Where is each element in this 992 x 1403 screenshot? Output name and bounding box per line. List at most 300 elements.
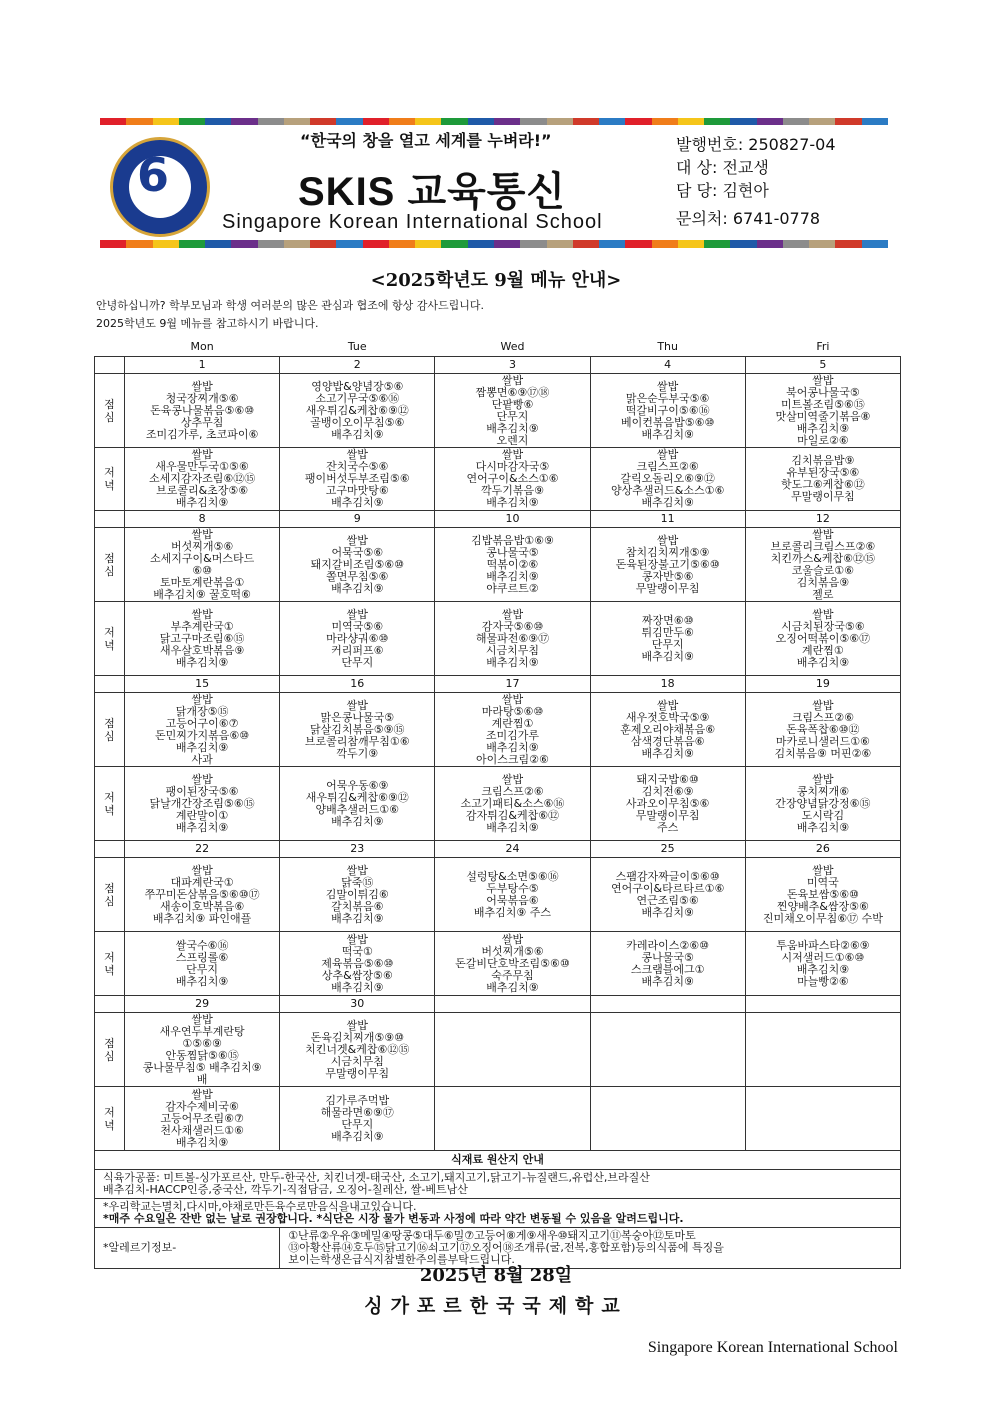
date-cell bbox=[435, 996, 590, 1013]
note-line: *매주 수요일은 잔반 없는 날로 권장합니다. *식단은 시장 물가 변동과 사정에 따라 약간 변동될 수 있음을 알려드립니다. bbox=[103, 1212, 684, 1225]
menu-item: 해물라면⑥⑨⑰ bbox=[320, 1105, 394, 1119]
menu-item: 배추김치⑨ bbox=[331, 911, 384, 925]
color-bar-bottom bbox=[100, 240, 888, 248]
menu-cell bbox=[745, 1087, 900, 1151]
dinner-label bbox=[95, 1087, 125, 1151]
menu-item: 닭개장⑤⑮ bbox=[175, 704, 229, 718]
menu-item: 배추김치⑨ bbox=[486, 655, 539, 669]
color-segment bbox=[126, 118, 152, 125]
menu-item: 시금치무침 bbox=[485, 643, 540, 657]
menu-cell bbox=[125, 693, 280, 767]
menu-item: 치킨까스&케찹⑥⑫⑮ bbox=[770, 551, 875, 565]
origin-info bbox=[95, 1170, 901, 1199]
menu-item: 닭고구마조림⑥⑮ bbox=[159, 631, 245, 645]
menu-item: 천사채샐러드①⑥ bbox=[160, 1123, 244, 1137]
meal-label-text: 점심 bbox=[104, 1036, 115, 1063]
menu-item: 영양밥&양념장⑤⑥ bbox=[311, 379, 404, 393]
menu-item: 짜장면⑥⑩ bbox=[641, 613, 694, 627]
menu-item: 북어콩나물국⑤ bbox=[786, 385, 860, 399]
date-cell: 8 bbox=[125, 511, 280, 528]
menu-cell bbox=[435, 767, 590, 841]
menu-cell bbox=[280, 1087, 435, 1151]
menu-item: 골뱅이오이무침⑤⑥ bbox=[310, 415, 405, 429]
meal-label-text: 점심 bbox=[104, 881, 115, 908]
color-segment bbox=[179, 240, 205, 248]
menu-item: 쌀밥 bbox=[501, 692, 524, 706]
color-segment bbox=[625, 118, 651, 125]
color-segment bbox=[179, 118, 205, 125]
menu-item: 무말랭이무침 bbox=[325, 1066, 390, 1080]
menu-cell bbox=[280, 1013, 435, 1087]
day-header: Wed bbox=[500, 340, 525, 353]
menu-item: 팽이버섯두부조림⑤⑥ bbox=[304, 472, 410, 485]
menu-item: 돼지갈비조림⑤⑥⑩ bbox=[310, 557, 404, 571]
color-segment bbox=[231, 118, 257, 125]
menu-item: 배추김치⑨ bbox=[641, 649, 694, 663]
menu-item: 어묵우동⑥⑨ bbox=[326, 778, 389, 792]
lunch-label bbox=[95, 528, 125, 602]
menu-item: 부추계란국① bbox=[170, 619, 234, 633]
menu-item: 유부된장국⑤⑥ bbox=[786, 466, 860, 479]
date-cell: 5 bbox=[745, 357, 900, 374]
lunch-label bbox=[95, 693, 125, 767]
date-cell: 9 bbox=[280, 511, 435, 528]
menu-cell bbox=[280, 767, 435, 841]
menu-cell bbox=[280, 528, 435, 602]
menu-item: 진미채오이무침⑥⑰ 수박 bbox=[762, 911, 883, 925]
date-row bbox=[95, 996, 901, 1013]
menu-item: 오징어떡볶이⑤⑥⑰ bbox=[775, 631, 871, 645]
color-segment bbox=[468, 118, 494, 125]
color-segment bbox=[520, 118, 546, 125]
color-segment bbox=[547, 118, 573, 125]
menu-item: 배추김치⑨ bbox=[175, 820, 229, 834]
menu-cell bbox=[435, 932, 590, 996]
menu-item: 쫄면무침⑤⑥ bbox=[326, 569, 389, 583]
menu-item: 크림스프②⑥ bbox=[791, 710, 854, 724]
menu-item: 단팥빵⑥ bbox=[491, 397, 534, 411]
color-segment bbox=[231, 240, 257, 248]
origin-line: 배추김치-HACCP인증,중국산, 깍두기-직접담금, 오징어-칠레산, 쌀-베트남산 bbox=[103, 1183, 468, 1196]
menu-item: 배추김치⑨ bbox=[641, 974, 694, 988]
menu-item: 어묵볶음⑥ bbox=[486, 893, 539, 907]
phone: 문의처: 6741-0778 bbox=[676, 209, 821, 228]
menu-item: 콩자반⑤⑥ bbox=[641, 569, 694, 583]
menu-item: 배추김치⑨ bbox=[641, 746, 694, 760]
menu-item: 떡볶이②⑥ bbox=[486, 557, 539, 571]
menu-item: 감자국⑤⑥⑩ bbox=[481, 619, 544, 633]
menu-cell bbox=[745, 693, 900, 767]
menu-item: 배추김치⑨ bbox=[331, 1129, 384, 1143]
date-row bbox=[95, 676, 901, 693]
menu-item: 단무지 bbox=[651, 637, 684, 651]
menu-item: 쌀밥 bbox=[346, 607, 368, 621]
lunch-label bbox=[95, 374, 125, 448]
menu-item: 간장양념닭강정⑥⑮ bbox=[775, 796, 871, 810]
origin-line: 식육가공품: 미트볼-싱가포르산, 만두-한국산, 치킨너겟-태국산, 소고기,돼지고기,닭고기-뉴질랜드,유럽산,브라질산 bbox=[103, 1171, 650, 1184]
menu-item: 쌀밥 bbox=[346, 1018, 368, 1032]
menu-item: 미트볼조림⑤⑥⑮ bbox=[780, 397, 865, 411]
menu-item: 단무지 bbox=[186, 962, 219, 976]
menu-cell bbox=[590, 448, 745, 511]
menu-item: 쌀밥 bbox=[191, 527, 213, 541]
menu-cell bbox=[435, 448, 590, 511]
menu-item: 쌀밥 bbox=[191, 1012, 213, 1026]
menu-item: 배 bbox=[196, 1072, 208, 1086]
menu-item: 마카로니샐러드①⑥ bbox=[775, 734, 870, 748]
meal-label-text: 점심 bbox=[104, 551, 115, 578]
lunch-label bbox=[95, 858, 125, 932]
menu-item: 배추김치⑨ bbox=[175, 974, 229, 988]
menu-item: 닭죽⑮ bbox=[341, 875, 374, 889]
menu-item: 팽이된장국⑤⑥ bbox=[165, 784, 239, 798]
menu-item: 무말랭이무침 bbox=[635, 581, 700, 595]
day-header: Fri bbox=[816, 340, 830, 353]
color-segment bbox=[809, 240, 835, 248]
menu-cell bbox=[745, 767, 900, 841]
menu-item: 콩나물국⑤ bbox=[486, 545, 539, 559]
meal-label-text: 저녁 bbox=[104, 625, 115, 652]
publish-date: 2025년 8월 28일 bbox=[419, 1265, 573, 1286]
date-cell bbox=[590, 996, 745, 1013]
menu-item: 마라탕⑤⑥⑩ bbox=[481, 704, 544, 718]
menu-item: 배추김치⑨ bbox=[486, 421, 539, 435]
menu-item: 계란찜① bbox=[491, 716, 534, 730]
menu-item: 무말랭이무침 bbox=[790, 490, 855, 503]
color-segment bbox=[494, 118, 520, 125]
color-segment bbox=[363, 118, 389, 125]
menu-item: 배추김치⑨ 파인애플 bbox=[152, 911, 252, 925]
color-segment bbox=[783, 240, 809, 248]
menu-item: 김말이튀김⑥ bbox=[325, 887, 389, 901]
menu-cell bbox=[590, 602, 745, 676]
menu-item: 사과 bbox=[191, 752, 213, 766]
menu-item: 연근조림⑤⑥ bbox=[636, 893, 699, 907]
color-segment bbox=[652, 118, 678, 125]
menu-item: 브로콜리참깨무침①⑥ bbox=[304, 734, 410, 748]
menu-cell bbox=[125, 1013, 280, 1087]
menu-item: 계란말이① bbox=[175, 808, 229, 822]
menu-item: 쌀밥 bbox=[657, 379, 679, 393]
origin-title: 식재료 원산지 안내 bbox=[95, 1151, 901, 1170]
menu-item: 쌀밥 bbox=[812, 373, 834, 387]
menu-cell bbox=[590, 1013, 745, 1087]
menu-item: 김가루주먹밥 bbox=[325, 1093, 390, 1107]
menu-item: 계란찜① bbox=[802, 643, 844, 657]
menu-cell bbox=[125, 767, 280, 841]
menu-item: 베이컨볶음밥⑤⑥⑩ bbox=[620, 415, 715, 429]
date-cell: 12 bbox=[745, 511, 900, 528]
menu-item: 미역국 bbox=[806, 875, 839, 889]
menu-item: 잔치국수⑤⑥ bbox=[326, 460, 389, 473]
color-segment bbox=[284, 240, 310, 248]
menu-cell bbox=[435, 1087, 590, 1151]
meal-label-text: 점심 bbox=[104, 716, 115, 743]
menu-item: 청국장찌개⑤⑥ bbox=[165, 391, 239, 405]
motto: “한국의 창을 열고 세계를 누벼라!” bbox=[300, 131, 552, 150]
lunch-row bbox=[95, 858, 901, 932]
menu-item: 돈갈비단호박조림⑤⑥⑩ bbox=[455, 956, 570, 970]
menu-cell bbox=[280, 932, 435, 996]
menu-cell bbox=[435, 602, 590, 676]
menu-item: 쌀밥 bbox=[191, 607, 213, 621]
color-segment bbox=[468, 240, 494, 248]
menu-item: 감자수제비국⑥ bbox=[165, 1099, 239, 1113]
menu-item: 쌀밥 bbox=[501, 932, 524, 946]
color-segment bbox=[258, 118, 284, 125]
menu-item: 깍두기볶음⑨ bbox=[480, 484, 544, 497]
menu-item: 시저샐러드①⑥⑩ bbox=[781, 950, 865, 964]
color-segment bbox=[862, 240, 888, 248]
menu-item: 훈제오리야채볶음⑥ bbox=[620, 722, 716, 736]
note-line: *우리학교는멸치,다시마,야채로만든육수로만음식을내고있습니다. bbox=[103, 1200, 417, 1213]
menu-item: 쌀밥 bbox=[191, 448, 213, 461]
menu-item: 소세지감자조림⑥⑫⑮ bbox=[148, 472, 256, 485]
menu-item: 김밥볶음밥①⑥⑨ bbox=[471, 533, 554, 547]
menu-item: 크림스프②⑥ bbox=[636, 460, 699, 473]
menu-item: 미역국⑤⑥ bbox=[331, 619, 384, 633]
menu-cell bbox=[590, 767, 745, 841]
menu-item: 새우물만두국①⑤⑥ bbox=[155, 460, 249, 473]
menu-item: 쌀밥 bbox=[501, 373, 524, 387]
menu-cell bbox=[435, 1013, 590, 1087]
menu-item: 새우젓호박국⑤⑨ bbox=[625, 710, 710, 724]
menu-cell bbox=[590, 374, 745, 448]
menu-item: 양배추샐러드①⑥ bbox=[315, 802, 400, 816]
menu-item: 갈치볶음⑥ bbox=[331, 899, 384, 913]
color-segment bbox=[441, 240, 467, 248]
menu-item: 삼색경단볶음⑥ bbox=[630, 734, 705, 748]
lunch-row bbox=[95, 528, 901, 602]
color-segment bbox=[704, 240, 730, 248]
menu-item: 새우튀김&케찹⑥⑨⑫ bbox=[305, 790, 409, 804]
menu-item: 제육볶음⑤⑥⑩ bbox=[321, 956, 394, 970]
day-header: Mon bbox=[190, 340, 214, 353]
menu-item: 마라샹궈⑥⑩ bbox=[326, 631, 389, 645]
menu-item: 배추김치⑨ bbox=[796, 655, 850, 669]
menu-item: 배추김치⑨ bbox=[796, 962, 850, 976]
color-segment bbox=[336, 118, 362, 125]
color-segment bbox=[757, 240, 783, 248]
date-cell: 17 bbox=[435, 676, 590, 693]
menu-cell bbox=[745, 1013, 900, 1087]
day-header: Thu bbox=[657, 340, 678, 353]
color-segment bbox=[389, 240, 415, 248]
menu-cell bbox=[590, 932, 745, 996]
color-segment bbox=[862, 118, 888, 125]
menu-item: 다시마감자국⑤ bbox=[475, 460, 550, 473]
menu-item: 쌀밥 bbox=[346, 448, 368, 461]
color-segment bbox=[126, 240, 152, 248]
menu-item: 소세지구이&머스타드 bbox=[149, 551, 255, 565]
allergy-line: 보이는학생은급식지참별한주의를부탁드립니다. bbox=[288, 1253, 515, 1266]
menu-item: 쌀밥 bbox=[191, 692, 213, 706]
newsletter-title: SKIS 교육통신 bbox=[298, 170, 567, 214]
color-segment bbox=[573, 240, 599, 248]
menu-item: 쌀밥 bbox=[191, 772, 213, 786]
menu-item: 쌀밥 bbox=[191, 379, 213, 393]
menu-item: 숙주무침 bbox=[491, 968, 534, 982]
menu-item: 쌀밥 bbox=[501, 607, 524, 621]
menu-cell bbox=[125, 932, 280, 996]
menu-item: 쌀밥 bbox=[346, 533, 368, 547]
menu-item: 돈육폭찹⑥⑩⑫ bbox=[786, 722, 860, 736]
menu-item: 아이스크림②⑥ bbox=[476, 752, 549, 766]
menu-cell bbox=[745, 858, 900, 932]
date-cell: 25 bbox=[590, 841, 745, 858]
color-segment bbox=[415, 240, 441, 248]
color-segment bbox=[153, 240, 179, 248]
school-logo: 6 bbox=[110, 137, 210, 237]
day-header: Tue bbox=[347, 340, 367, 353]
color-segment bbox=[757, 118, 783, 125]
allergy-label: *알레르기정보- bbox=[95, 1228, 280, 1269]
menu-item: 콩나물무침⑤ 배추김치⑨ bbox=[142, 1060, 262, 1074]
color-segment bbox=[835, 240, 861, 248]
menu-item: 쌀밥 bbox=[812, 772, 834, 786]
menu-item: 새우연두부계란탕 bbox=[159, 1024, 245, 1038]
color-segment bbox=[336, 240, 362, 248]
menu-item: 버섯찌개⑤⑥ bbox=[170, 539, 234, 553]
color-segment bbox=[835, 118, 861, 125]
color-segment bbox=[599, 118, 625, 125]
menu-cell bbox=[590, 693, 745, 767]
menu-item: 맛살미역줄기볶음⑧ bbox=[775, 409, 871, 423]
intro-line-2: 2025학년도 9월 메뉴를 참고하시기 바랍니다. bbox=[96, 317, 319, 330]
menu-item: 배추김치⑨ bbox=[331, 980, 384, 994]
date-cell bbox=[745, 996, 900, 1013]
menu-item: 배추김치⑨ bbox=[641, 496, 694, 509]
menu-table bbox=[94, 338, 901, 1269]
menu-item: 치킨너겟&케찹⑥⑫⑮ bbox=[305, 1042, 410, 1056]
menu-cell bbox=[125, 374, 280, 448]
color-segment bbox=[205, 118, 231, 125]
menu-item: 쌀밥 bbox=[346, 698, 368, 712]
menu-item: 배추김치⑨ 주스 bbox=[473, 905, 552, 919]
menu-cell bbox=[435, 858, 590, 932]
menu-item: 쌀밥 bbox=[657, 533, 679, 547]
lunch-label bbox=[95, 1013, 125, 1087]
menu-item: 마늘빵②⑥ bbox=[797, 974, 849, 988]
date-cell: 18 bbox=[590, 676, 745, 693]
date-cell: 15 bbox=[125, 676, 280, 693]
menu-item: 갈릭오돌리오⑥⑨⑫ bbox=[620, 472, 715, 485]
date-cell: 1 bbox=[125, 357, 280, 374]
menu-item: 양상추샐러드&소스①⑥ bbox=[611, 484, 725, 497]
color-segment bbox=[520, 240, 546, 248]
menu-item: 시금치된장국⑤⑥ bbox=[781, 619, 865, 633]
menu-item: 맑은콩나물국⑤ bbox=[320, 710, 395, 724]
menu-item: 연어구이&타르타르①⑥ bbox=[611, 881, 725, 895]
menu-item: 연어구이&소스①⑥ bbox=[466, 472, 559, 485]
date-cell: 23 bbox=[280, 841, 435, 858]
color-segment bbox=[678, 118, 704, 125]
menu-item: 쌀밥 bbox=[812, 698, 834, 712]
menu-item: 배추김치⑨ bbox=[175, 1135, 229, 1149]
meal-label-text: 저녁 bbox=[104, 466, 115, 492]
menu-item: 카레라이스②⑥⑩ bbox=[626, 938, 710, 952]
menu-item: 닭살김치볶음⑤⑨⑮ bbox=[310, 722, 405, 736]
menu-item: 참치김치찌개⑤⑨ bbox=[625, 545, 710, 559]
menu-cell bbox=[590, 1087, 745, 1151]
menu-item: 짬뽕면⑥⑨⑰⑱ bbox=[475, 385, 550, 399]
color-segment bbox=[494, 240, 520, 248]
menu-item: 쌀밥 bbox=[346, 863, 368, 877]
color-segment bbox=[310, 118, 336, 125]
menu-item: ⑥⑩ bbox=[192, 563, 212, 577]
menu-item: 어묵국⑤⑥ bbox=[331, 545, 384, 559]
menu-item: 브로콜리크림스프②⑥ bbox=[770, 539, 876, 553]
menu-item: 배추김치⑨ 꿀호떡⑥ bbox=[153, 587, 251, 601]
dinner-row bbox=[95, 767, 901, 841]
menu-item: 대파계란국① bbox=[170, 875, 234, 889]
menu-item: 쌀밥 bbox=[501, 448, 524, 461]
menu-item: 커리퍼프⑥ bbox=[331, 643, 384, 657]
menu-item: 쌀밥 bbox=[812, 527, 834, 541]
menu-item: 버섯찌개⑤⑥ bbox=[481, 944, 544, 958]
lunch-row bbox=[95, 374, 901, 448]
menu-item: 쌀국수⑥⑯ bbox=[175, 938, 229, 952]
menu-item: 돈민찌가지볶음⑥⑩ bbox=[155, 728, 250, 742]
menu-item: 김치전⑥⑨ bbox=[641, 784, 694, 798]
menu-item: 찐양배추&쌈장⑤⑥ bbox=[776, 899, 869, 913]
color-segment bbox=[704, 118, 730, 125]
dinner-label bbox=[95, 448, 125, 511]
date-cell: 30 bbox=[280, 996, 435, 1013]
dinner-label bbox=[95, 602, 125, 676]
menu-item: 스크램블에그① bbox=[630, 962, 705, 976]
menu-item: 상추&쌈장⑤⑥ bbox=[321, 968, 393, 982]
meal-label-text: 저녁 bbox=[104, 790, 115, 817]
menu-item: 쌀밥 bbox=[501, 772, 524, 786]
menu-cell bbox=[745, 602, 900, 676]
menu-item: 쌀밥 bbox=[812, 863, 834, 877]
contact-person: 담 당: 김현아 bbox=[676, 181, 769, 200]
menu-item: 돈육김치찌개⑤⑨⑩ bbox=[310, 1030, 404, 1044]
menu-cell bbox=[280, 448, 435, 511]
menu-item: 주스 bbox=[657, 820, 679, 834]
color-segment bbox=[678, 240, 704, 248]
color-segment bbox=[730, 118, 756, 125]
menu-cell bbox=[590, 528, 745, 602]
color-bar-top bbox=[100, 118, 888, 125]
menu-item: 조미김가루 bbox=[485, 728, 540, 742]
menu-item: 소고기무국⑤⑥⑯ bbox=[315, 391, 400, 405]
meal-label-text: 점심 bbox=[104, 397, 115, 424]
color-segment bbox=[625, 240, 651, 248]
menu-cell bbox=[435, 528, 590, 602]
menu-item: 단무지 bbox=[341, 1117, 374, 1131]
menu-item: 배추김치⑨ bbox=[486, 740, 539, 754]
menu-item: 배추김치⑨ bbox=[331, 496, 384, 509]
menu-item: 콩나물국⑤ bbox=[641, 950, 694, 964]
intro-line-1: 안녕하십니까? 학부모님과 학생 여러분의 많은 관심과 협조에 항상 감사드립니다. bbox=[96, 299, 484, 312]
audience: 대 상: 전교생 bbox=[676, 158, 769, 177]
menu-item: 코울슬로①⑥ bbox=[791, 563, 854, 577]
menu-item: 스프링롤⑥ bbox=[175, 950, 229, 964]
menu-cell bbox=[125, 528, 280, 602]
issue-number: 발행번호: 250827-04 bbox=[676, 135, 836, 154]
menu-item: 배추김치⑨ bbox=[796, 421, 850, 435]
menu-item: 투움바파스타②⑥⑨ bbox=[776, 938, 870, 952]
menu-cell bbox=[125, 858, 280, 932]
menu-item: 배추김치⑨ bbox=[641, 427, 694, 441]
menu-item: 김치볶음⑨ bbox=[796, 575, 850, 589]
color-segment bbox=[652, 240, 678, 248]
notes bbox=[95, 1199, 901, 1228]
lunch-row bbox=[95, 693, 901, 767]
menu-item: 닭날개간장조림⑤⑥⑮ bbox=[149, 796, 255, 810]
